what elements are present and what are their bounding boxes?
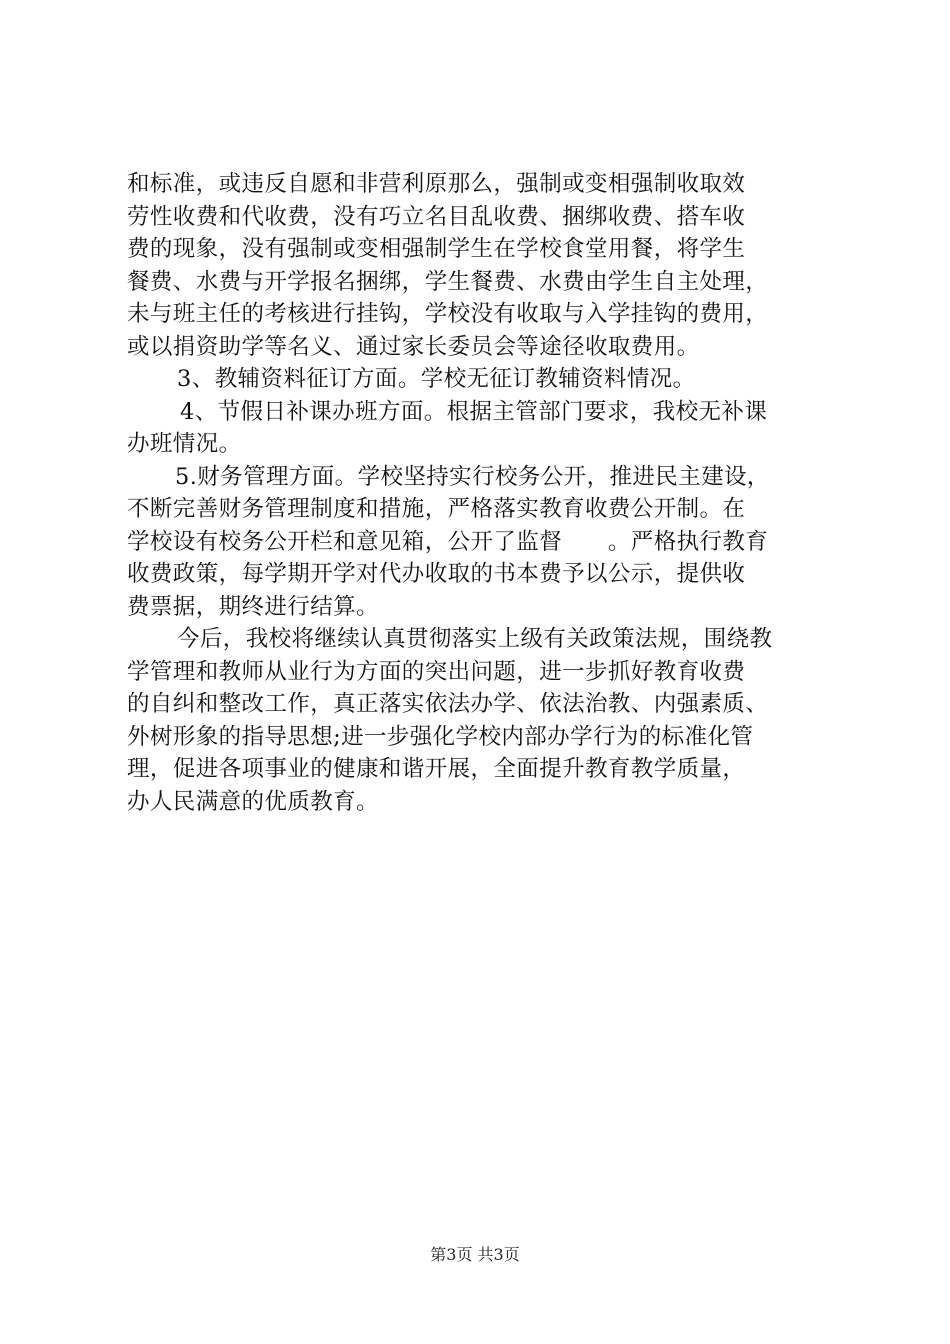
paragraph-conclusion-start: 今后，我校将继续认真贯彻落实上级有关政策法规，围绕教 (177, 626, 773, 652)
text-line: 费的现象，没有强制或变相强制学生在学校食堂用餐，将学生 (127, 236, 746, 262)
text-line: 或以捐资助学等名义、通过家长委员会等途径收取费用。 (127, 333, 700, 360)
text-line: 费票据，期终进行结算。 (127, 593, 379, 620)
text-line: 和标准，或违反自愿和非营利原那么，强制或变相强制收取效 (127, 171, 746, 197)
text-line: 收费政策，每学期开学对代办收取的书本费予以公示，提供收 (127, 561, 746, 587)
text-line: 办班情况。 (127, 431, 242, 457)
text-line: 餐费、水费与开学报名捆绑，学生餐费、水费由学生自主处理， (127, 268, 769, 295)
text-line: 劳性收费和代收费，没有巧立名目乱收费、捆绑收费、搭车收 (127, 203, 746, 230)
text-line: 的自纠和整改工作，真正落实依法办学、依法治教、内强素质、 (127, 691, 769, 717)
text-line: 学校设有校务公开栏和意见箱，公开了监督 。严格执行教育 (127, 528, 769, 555)
paragraph-4-start: 4、节假日补课办班方面。根据主管部门要求，我校无补课 (180, 398, 768, 425)
page-number-label: 第3页 共3页 (430, 1245, 520, 1264)
text-line: 未与班主任的考核进行挂钩，学校没有收取与入学挂钩的费用， (127, 301, 769, 327)
document-body (127, 168, 847, 818)
text-line: 不断完善财务管理制度和措施，严格落实教育收费公开制。在 (127, 496, 746, 522)
paragraph-5-start: 5.财务管理方面。学校坚持实行校务公开，推进民主建设， (175, 463, 770, 490)
text-line: 学管理和教师从业行为方面的突出问题，进一步抓好教育收费 (127, 658, 746, 685)
page-footer (0, 1245, 950, 1265)
text-line: 外树形象的指导思想;进一步强化学校内部办学行为的标准化管 (127, 723, 754, 750)
text-line: 理，促进各项事业的健康和谐开展，全面提升教育教学质量， (127, 756, 746, 782)
text-line: 办人民满意的优质教育。 (127, 788, 379, 815)
paragraph-3-start: 3、教辅资料征订方面。学校无征订教辅资料情况。 (177, 366, 696, 392)
